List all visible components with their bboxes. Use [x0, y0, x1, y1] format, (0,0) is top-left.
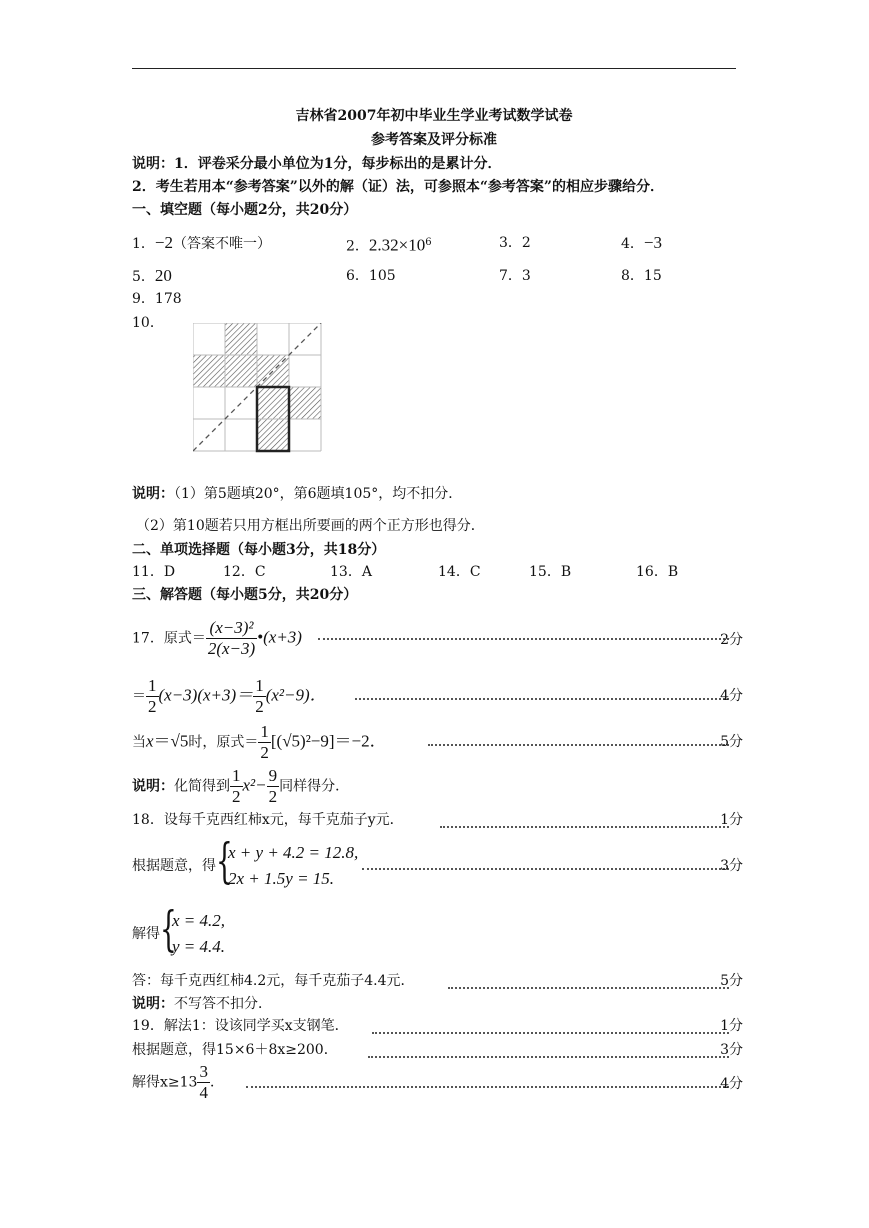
hatched-cell [225, 323, 257, 355]
q17-step1: 17．原式＝ $\frac{\text{(x−3)²}}{2(x-3)}$ •(x+3) [132, 618, 302, 658]
q18-step3: 解得 { x = 4.2, y = 4.4. [132, 908, 225, 960]
choice-answer: 16．B [636, 564, 679, 580]
remark-1: 说明：（1）第5题填20°，第6题填105°，均不扣分． [132, 486, 463, 502]
q18-note: 说明：不写答不扣分． [132, 996, 272, 1012]
choice-answer: 11．D [132, 564, 176, 580]
leader-dots [448, 987, 729, 989]
leader-dots [372, 1032, 729, 1034]
note-2: 2．考生若用本“参考答案”以外的解（证）法，可参照本“参考答案”的相应步骤给分． [132, 179, 664, 195]
answer-3: 3．2 [499, 235, 531, 251]
grid-figure [193, 323, 323, 453]
fraction: $\frac{\text{(x−3)²}}{2(x-3)}$ [207, 618, 256, 658]
score-mark: 5分 [720, 734, 743, 750]
choice-answer: 13．A [330, 564, 372, 580]
q19-step1: 19．解法1：设该同学买x支钢笔． [132, 1018, 349, 1034]
score-mark: 1分 [720, 812, 743, 828]
doc-subtitle: 参考答案及评分标准 [371, 132, 497, 148]
hatched-cell [225, 355, 257, 387]
leader-dots [355, 698, 729, 700]
q17-note: 说明：化简得到 $\frac{1}{2}$ x²− $\frac{9}{2}$ 同样得分． [132, 766, 350, 806]
score-mark: 3分 [720, 858, 743, 874]
top-rule [132, 68, 736, 69]
hatched-cell [257, 419, 289, 451]
hatched-cell [289, 387, 321, 419]
answer-9: 9．178 [132, 291, 182, 307]
answer-5: 5．20 [132, 266, 172, 285]
q19-step2: 根据题意，得15×6＋8x≥200． [132, 1042, 338, 1058]
leader-dots [318, 638, 729, 640]
score-mark: 4分 [720, 1076, 743, 1092]
q17-step3: 当x＝√5时，原式＝ $\frac{1}{2}$ [(√5)²−9]＝−2． [132, 722, 387, 762]
answer-7: 7．3 [499, 268, 531, 284]
doc-title: 吉林省2007年初中毕业生学业考试数学试卷 [295, 108, 573, 124]
choice-answer: 12．C [223, 564, 266, 580]
remark-2: （2）第10题若只用方框出所要画的两个正方形也得分． [136, 518, 485, 534]
leader-dots [428, 744, 729, 746]
note-1: 说明：1．评卷采分最小单位为1分，每步标出的是累计分． [132, 156, 502, 172]
hatched-cell [193, 355, 225, 387]
choice-answer: 14．C [438, 564, 481, 580]
choice-answer: 15．B [529, 564, 572, 580]
score-mark: 5分 [720, 973, 743, 989]
score-mark: 4分 [720, 688, 743, 704]
hatched-cell [257, 387, 289, 419]
section1-heading: 一、填空题（每小题2分，共20分） [132, 202, 358, 218]
q19-step3: 解得x≥13 $\frac{3}{4}$ ． [132, 1062, 224, 1102]
q18-step1: 18．设每千克西红柿x元，每千克茄子y元． [132, 812, 404, 828]
q17-step2: ＝ $\frac{1}{2}$ (x−3)(x+3)＝ $\frac{1}{2}$ (x²−9)． [132, 676, 327, 716]
score-mark: 2分 [720, 632, 743, 648]
equation-system: { x + y + 4.2 = 12.8, 2x + 1.5y = 15. [216, 833, 359, 889]
solution-system: { x = 4.2, y = 4.4. [160, 901, 226, 957]
leader-dots [368, 1056, 729, 1058]
answer-2: 2．$2.32\times 10^6$ [346, 235, 432, 255]
answer-1: 1．−2（答案不唯一） [132, 233, 272, 252]
leader-dots [246, 1086, 729, 1088]
q18-answer: 答：每千克西红柿4.2元，每千克茄子4.4元． [132, 973, 415, 989]
answer-10: 10． [132, 315, 164, 331]
q18-step2: 根据题意，得 { x + y + 4.2 = 12.8, 2x + 1.5y = 15. [132, 840, 358, 892]
leader-dots [362, 868, 729, 870]
score-mark: 1分 [720, 1018, 743, 1034]
section3-heading: 三、解答题（每小题5分，共20分） [132, 587, 358, 603]
score-mark: 3分 [720, 1042, 743, 1058]
answer-4: 4．−3 [621, 233, 663, 252]
section2-heading: 二、单项选择题（每小题3分，共18分） [132, 542, 386, 558]
leader-dots [440, 826, 729, 828]
answer-6: 6．105 [346, 268, 396, 284]
answer-8: 8．15 [621, 268, 662, 284]
